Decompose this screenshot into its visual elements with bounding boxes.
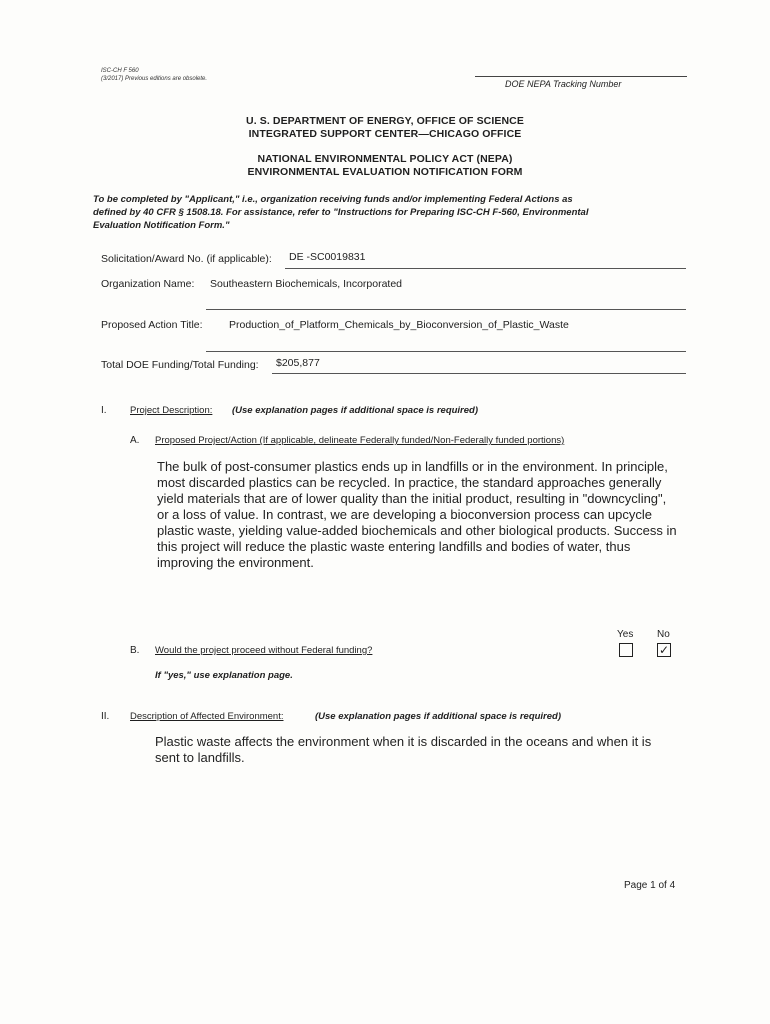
header-act: NATIONAL ENVIRONMENTAL POLICY ACT (NEPA) — [257, 153, 513, 165]
action-title-underline — [206, 351, 686, 352]
project-description-line: The bulk of post-consumer plastics ends up in landfills or in the environment. In principle, — [157, 459, 668, 474]
affected-environment-line: sent to landfills. — [155, 750, 245, 765]
affected-environment-line: Plastic waste affects the environment when it is discarded in the oceans and when it is — [155, 734, 652, 749]
project-description-line: or a loss of value. In contrast, we are developing a bioconversion process can upcycle — [157, 507, 652, 522]
section-1-number: I. — [101, 405, 107, 416]
section-1b-question: Would the project proceed without Federal funding? — [155, 645, 373, 656]
solicitation-label: Solicitation/Award No. (if applicable): — [101, 253, 272, 265]
funding-label: Total DOE Funding/Total Funding: — [101, 359, 259, 371]
yes-checkbox[interactable] — [619, 643, 633, 657]
section-1b-letter: B. — [130, 645, 140, 656]
project-description-line: plastic waste, yielding value-added biochemicals and other biological products. Success in — [157, 523, 677, 538]
funding-value[interactable]: $205,877 — [276, 357, 320, 369]
project-description-line: this project will reduce the plastic waste entering landfills and bodies of water, thus — [157, 539, 631, 554]
header-form-title: ENVIRONMENTAL EVALUATION NOTIFICATION FORM — [247, 166, 523, 178]
project-description-line: improving the environment. — [157, 555, 314, 570]
section-2-title: Description of Affected Environment: — [130, 711, 284, 722]
action-title-value[interactable]: Production_of_Platform_Chemicals_by_Bioconversion_of_Plastic_Waste — [229, 319, 569, 331]
funding-underline — [272, 373, 686, 374]
project-description-line: most discarded plastics can be recycled. In practice, the standard approaches generally — [157, 475, 662, 490]
header-office: INTEGRATED SUPPORT CENTER—CHICAGO OFFICE — [248, 128, 522, 140]
no-checkbox[interactable] — [657, 643, 671, 657]
solicitation-underline — [285, 268, 686, 269]
form-revision-note: (3/2017) Previous editions are obsolete. — [101, 76, 208, 82]
action-title-label: Proposed Action Title: — [101, 319, 203, 331]
section-2-number: II. — [101, 711, 110, 722]
section-1-title: Project Description: — [130, 405, 213, 416]
section-1-note: (Use explanation pages if additional space is required) — [232, 405, 479, 416]
yes-label: Yes — [617, 629, 634, 640]
organization-label: Organization Name: — [101, 278, 195, 290]
intro-line-3: Evaluation Notification Form." — [93, 220, 230, 231]
organization-underline — [206, 309, 686, 310]
section-2-note: (Use explanation pages if additional space is required) — [315, 711, 562, 722]
no-check-mark: ✓ — [658, 643, 670, 657]
tracking-number-line — [475, 76, 687, 77]
no-label: No — [657, 629, 670, 640]
section-1b-note: If "yes," use explanation page. — [155, 670, 293, 681]
intro-line-1: To be completed by "Applicant," i.e., organization receiving funds and/or implementing Federal Actions as — [93, 194, 573, 205]
form-number: ISC-CH F 560 — [101, 68, 139, 74]
intro-line-2: defined by 40 CFR § 1508.18. For assistance, refer to "Instructions for Preparing ISC-CH F-560, Environmental — [93, 207, 589, 218]
header-department: U. S. DEPARTMENT OF ENERGY, OFFICE OF SCIENCE — [246, 115, 524, 127]
tracking-number-label: DOE NEPA Tracking Number — [505, 79, 622, 89]
project-description-line: yield materials that are of lower quality than the initial product, resulting in "downcycling", — [157, 491, 667, 506]
solicitation-value[interactable]: DE -SC0019831 — [289, 251, 366, 263]
organization-value[interactable]: Southeastern Biochemicals, Incorporated — [210, 278, 403, 290]
section-1a-letter: A. — [130, 435, 140, 446]
project-description[interactable] — [157, 459, 677, 571]
page-number: Page 1 of 4 — [624, 880, 676, 891]
section-1a-title: Proposed Project/Action (If applicable, delineate Federally funded/Non-Federally funded portions) — [155, 435, 565, 446]
affected-environment-description[interactable] — [155, 734, 651, 766]
